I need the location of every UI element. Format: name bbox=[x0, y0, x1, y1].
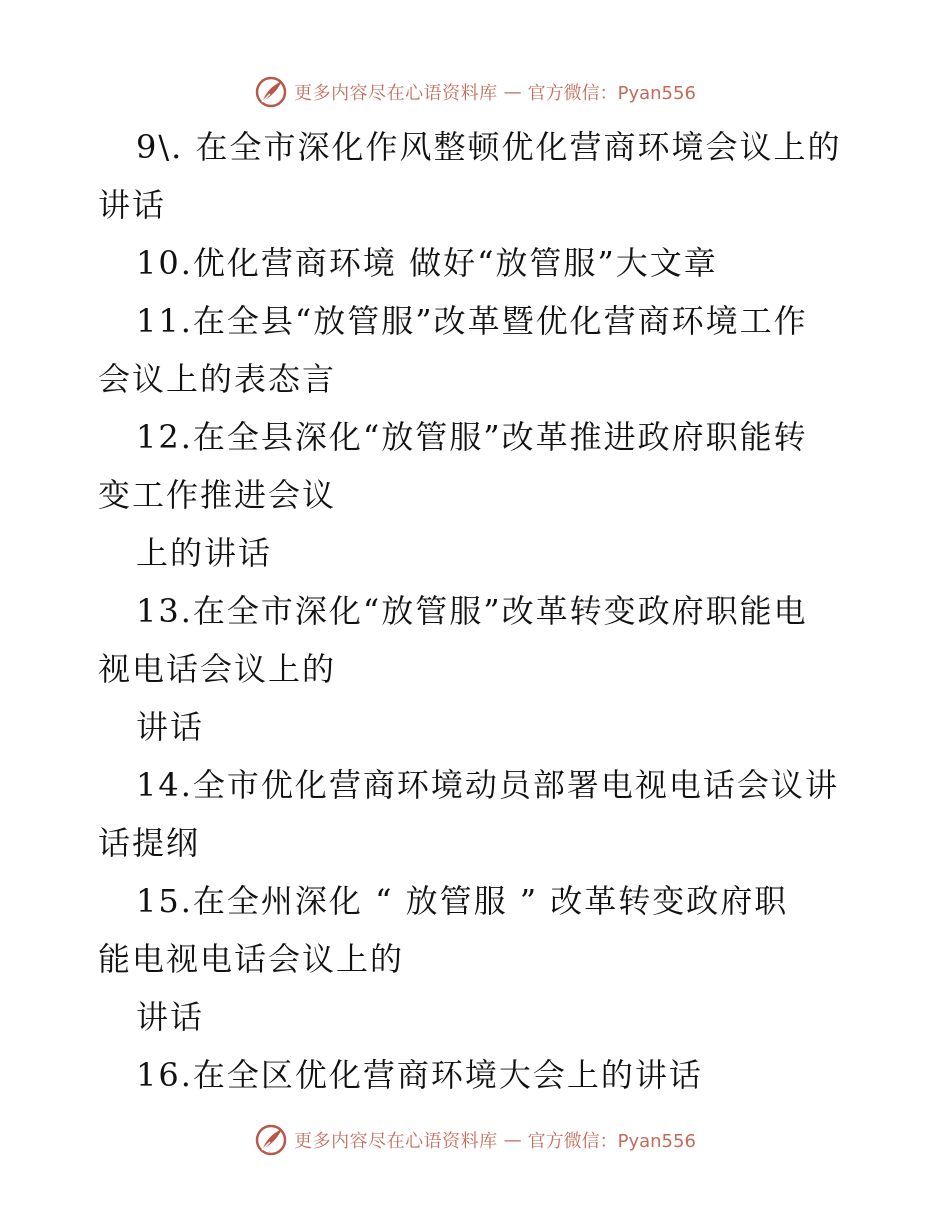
watermark-main-text: 更多内容尽在心语资料库 bbox=[294, 83, 498, 104]
doc-line-4: 11.在全县“放管服”改革暨优化营商环境工作 bbox=[136, 302, 808, 340]
doc-line-12: 14.全市优化营商环境动员部署电视电话会议讲 bbox=[136, 766, 839, 804]
watermark-separator: — bbox=[503, 1129, 522, 1151]
watermark-wechat-text: 官方微信：Pyan556 bbox=[527, 1131, 696, 1152]
doc-line-8: 上的讲话 bbox=[136, 534, 273, 572]
doc-line-5: 会议上的表态言 bbox=[98, 360, 337, 398]
doc-line-3: 10.优化营商环境 做好“放管服”大文章 bbox=[136, 244, 718, 282]
doc-line-10: 视电话会议上的 bbox=[98, 650, 337, 688]
feather-quill-logo-icon bbox=[254, 75, 288, 109]
doc-line-17: 16.在全区优化营商环境大会上的讲话 bbox=[136, 1056, 703, 1094]
doc-line-16: 讲话 bbox=[136, 998, 205, 1036]
doc-line-13: 话提纲 bbox=[98, 824, 201, 862]
header-watermark bbox=[0, 72, 950, 112]
doc-line-2: 讲话 bbox=[98, 186, 167, 224]
doc-line-11: 讲话 bbox=[136, 708, 205, 746]
doc-line-9: 13.在全市深化“放管服”改革转变政府职能电 bbox=[136, 592, 808, 630]
doc-line-7: 变工作推进会议 bbox=[98, 476, 337, 514]
watermark-main-text: 更多内容尽在心语资料库 bbox=[294, 1131, 498, 1152]
doc-line-6: 12.在全县深化“放管服”改革推进政府职能转 bbox=[136, 418, 808, 456]
doc-line-15: 能电视电话会议上的 bbox=[98, 940, 405, 978]
watermark-separator: — bbox=[503, 81, 522, 103]
footer-watermark bbox=[0, 1120, 950, 1160]
feather-quill-logo-icon bbox=[254, 1123, 288, 1157]
watermark-wechat-text: 官方微信：Pyan556 bbox=[527, 83, 696, 104]
doc-line-14: 15.在全州深化 “ 放管服 ” 改革转变政府职 bbox=[136, 882, 789, 920]
doc-line-1: 9\. 在全市深化作风整顿优化营商环境会议上的 bbox=[136, 128, 842, 166]
